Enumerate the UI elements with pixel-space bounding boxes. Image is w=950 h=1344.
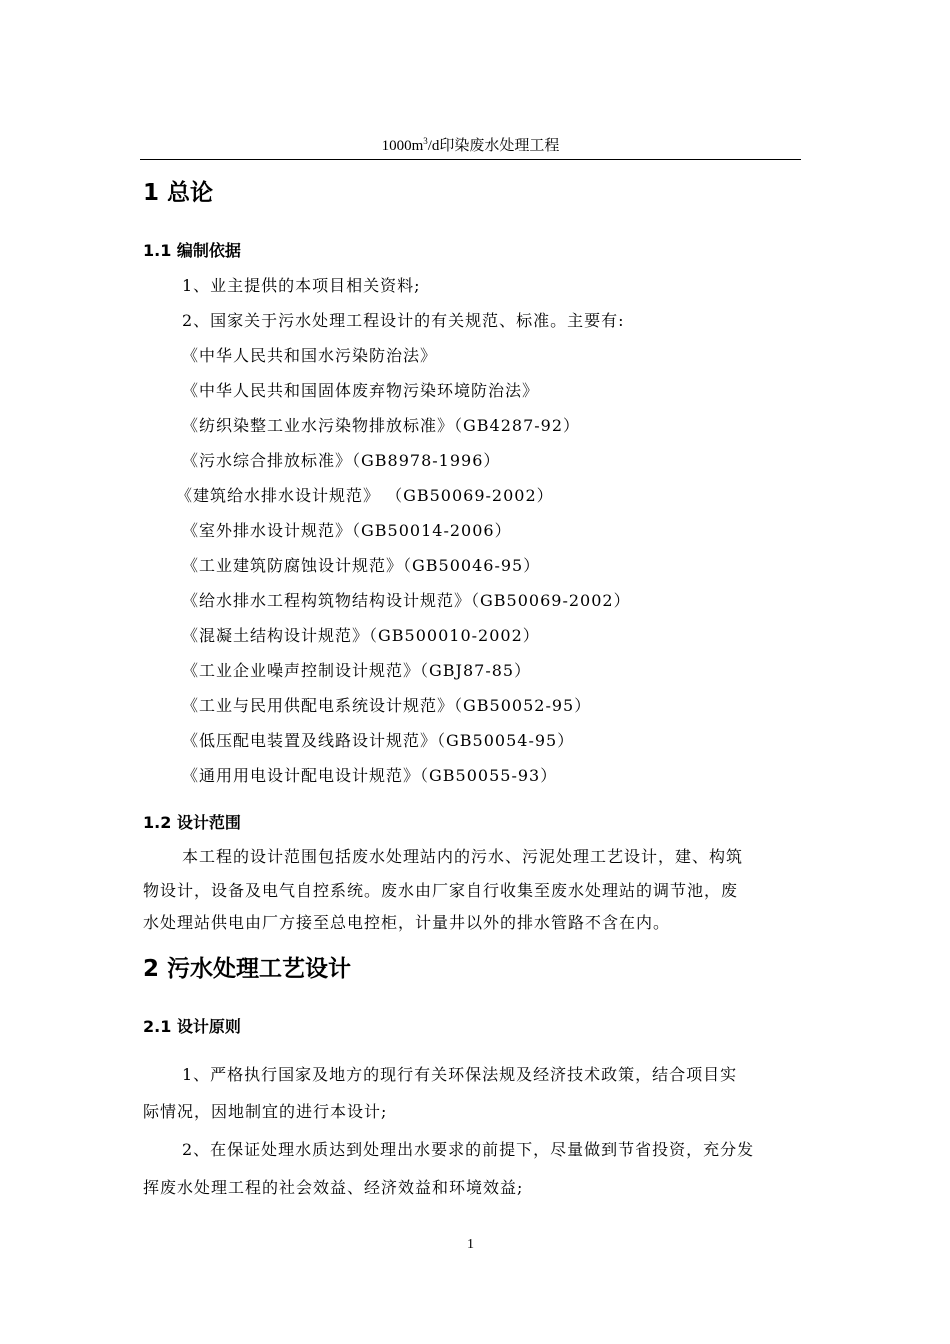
paragraph-line: 本工程的设计范围包括废水处理站内的污水、污泥处理工艺设计，建、构筑	[182, 847, 744, 866]
paragraph-line: 挥废水处理工程的社会效益、经济效益和环境效益;	[143, 1178, 524, 1197]
standard-item: 《工业企业噪声控制设计规范》（GBJ87-85）	[182, 661, 532, 680]
standard-item: 《工业与民用供配电系统设计规范》（GB50052-95）	[182, 696, 592, 715]
paragraph-line: 际情况，因地制宜的进行本设计;	[143, 1102, 388, 1121]
section-2-title: 2 污水处理工艺设计	[143, 956, 352, 982]
standard-item: 《室外排水设计规范》（GB50014-2006）	[182, 521, 512, 540]
page-number: 1	[467, 1237, 474, 1252]
section-2-1-title: 2.1 设计原则	[143, 1017, 241, 1036]
standard-item: 《中华人民共和国水污染防治法》	[182, 346, 438, 365]
paragraph-line: 1、严格执行国家及地方的现行有关环保法规及经济技术政策，结合项目实	[182, 1065, 738, 1084]
standard-item: 《工业建筑防腐蚀设计规范》（GB50046-95）	[182, 556, 541, 575]
paragraph-line: 2、在保证处理水质达到处理出水要求的前提下，尽量做到节省投资，充分发	[182, 1140, 755, 1159]
standard-item: 《通用用电设计配电设计规范》（GB50055-93）	[182, 766, 558, 785]
header-title-post: /d印染废水处理工程	[427, 138, 560, 154]
header-rule	[140, 159, 801, 160]
paragraph-line: 物设计，设备及电气自控系统。废水由厂家自行收集至废水处理站的调节池，废	[143, 881, 739, 900]
standard-item: 《低压配电装置及线路设计规范》（GB50054-95）	[182, 731, 575, 750]
standard-item: 《给水排水工程构筑物结构设计规范》（GB50069-2002）	[182, 591, 631, 610]
list-item: 1、业主提供的本项目相关资料;	[182, 276, 421, 295]
running-header	[140, 136, 801, 156]
standard-item: 《建筑给水排水设计规范》 （GB50069-2002）	[176, 486, 554, 505]
section-1-title: 1 总论	[143, 180, 214, 206]
standard-item: 《污水综合排放标准》（GB8978-1996）	[182, 451, 501, 470]
standard-item: 《中华人民共和国固体废弃物污染环境防治法》	[182, 381, 540, 400]
section-1-1-title: 1.1 编制依据	[143, 241, 241, 260]
header-title-sup: 3	[423, 136, 428, 146]
header-title-pre: 1000m	[381, 138, 424, 154]
standard-item: 《混凝土结构设计规范》（GB500010-2002）	[182, 626, 540, 645]
standard-item: 《纺织染整工业水污染物排放标准》（GB4287-92）	[182, 416, 581, 435]
section-1-2-title: 1.2 设计范围	[143, 813, 241, 832]
list-item: 2、国家关于污水处理工程设计的有关规范、标准。主要有:	[182, 311, 625, 330]
paragraph-line: 水处理站供电由厂方接至总电控柜，计量井以外的排水管路不含在内。	[143, 913, 671, 932]
